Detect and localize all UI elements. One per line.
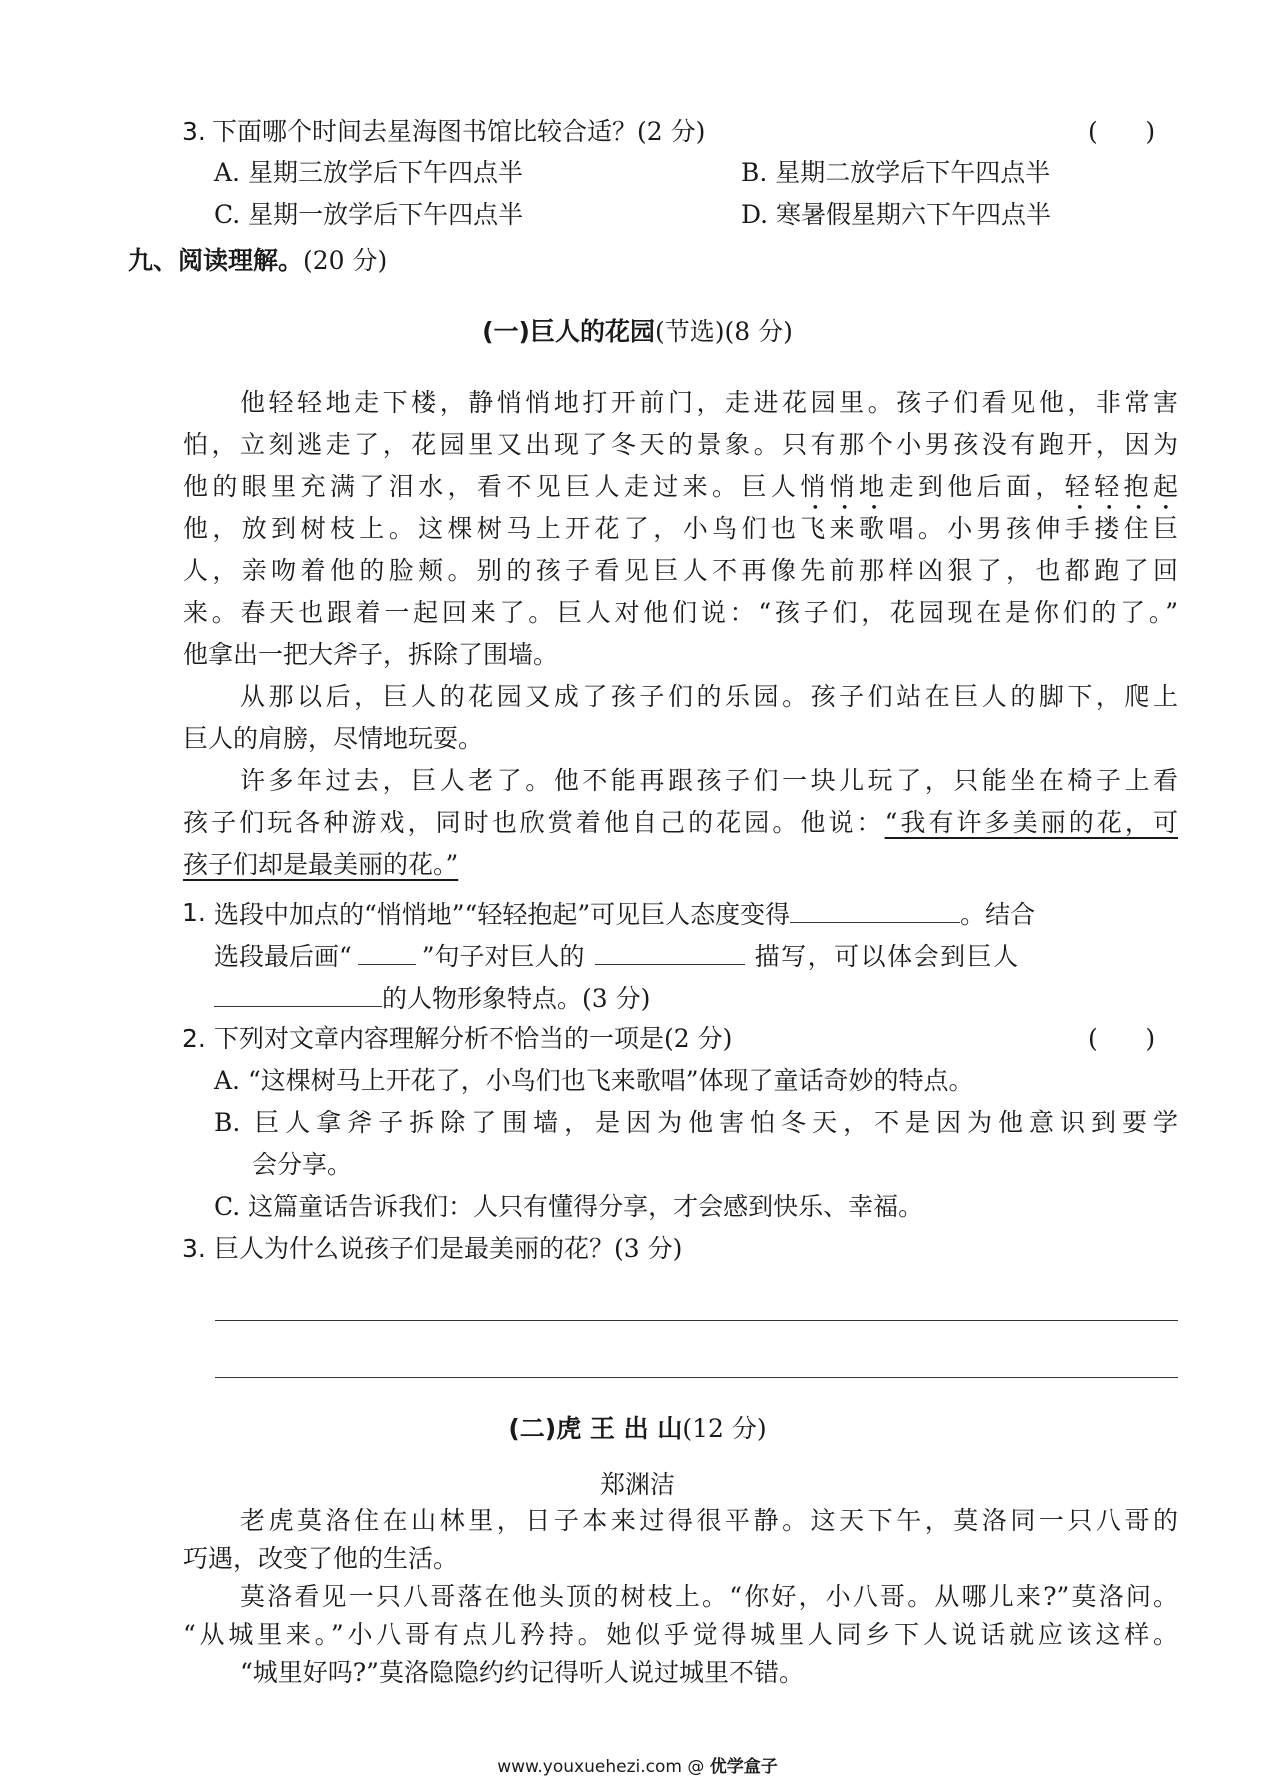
q3-option-d: D. 寒暑假星期六下午四点半 <box>741 200 1052 229</box>
passage1-text: 孩子们玩各种游戏，同时也欣赏着他自己的花园。他说： <box>183 808 885 837</box>
footer-brand: 优学盒子 <box>709 1757 778 1777</box>
passage1-line: 巨人的肩膀，尽情地玩耍。 <box>183 724 484 753</box>
underlined-sentence: “我有许多美丽的花，可 <box>884 808 1178 837</box>
passage2-line: 莫洛看见一只八哥落在他头顶的树枝上。“你好，小八哥。从哪儿来?”莫洛问。 <box>240 1582 1178 1611</box>
passage2-title-line <box>0 1412 1275 1446</box>
passage2-author: 郑渊洁 <box>599 1470 675 1499</box>
passage1-line-underlined <box>183 806 1178 840</box>
passage1-line: 许多年过去，巨人老了。他不能再跟孩子们一块儿玩了，只能坐在椅子上看 <box>240 766 1178 795</box>
p1q1-line3 <box>214 980 650 1016</box>
q3-answer-paren[interactable]: ( ) <box>1088 117 1156 146</box>
footer-url[interactable]: www.youxuehezi.com <box>497 1757 682 1777</box>
passage2-score: (12 分) <box>682 1414 767 1443</box>
section9-heading <box>128 244 387 278</box>
passage1-line-underlined-end <box>183 848 458 882</box>
passage1-title: (一)巨人的花园 <box>482 317 655 346</box>
p1q1-blank-description[interactable] <box>595 938 745 965</box>
passage2-line: “从城里来。”小八哥有点儿矜持。她似乎觉得城里人同乡下人说话就应该这样。 <box>183 1620 1178 1649</box>
p1q1-text: 的人物形象特点。(3 分) <box>382 984 651 1013</box>
q3-option-c: C. 星期一放学后下午四点半 <box>214 200 524 229</box>
p1q1-text: 描写，可以体会到巨人 <box>754 942 1020 971</box>
passage1-line: 来。春天也跟着一起回来了。巨人对他们说：“孩子们，花园现在是你们的了。” <box>183 598 1178 627</box>
footer-watermark <box>0 1755 1275 1779</box>
p1q1-text: ”句子对巨人的 <box>421 942 585 971</box>
passage1-line-dotted <box>183 470 1178 516</box>
section9-score: (20 分) <box>303 246 388 275</box>
p1q2-answer-paren[interactable]: ( ) <box>1088 1024 1156 1053</box>
passage1-subtitle: (节选) <box>654 317 725 346</box>
answer-line-2[interactable] <box>215 1377 1178 1378</box>
p1q1-number: 1. <box>182 898 206 927</box>
passage2-line: “城里好吗?”莫洛隐隐约约记得听人说过城里不错。 <box>240 1658 804 1687</box>
q3-option-a: A. 星期三放学后下午四点半 <box>214 158 523 187</box>
underlined-sentence-end: 孩子们却是最美丽的花。” <box>183 850 459 879</box>
passage1-line: 他拿出一把大斧子，拆除了围墙。 <box>183 640 559 669</box>
p1q3-text: 巨人为什么说孩子们是最美丽的花？(3 分) <box>214 1234 683 1263</box>
p1q1-text: 选段中加点的“悄悄地”“轻轻抱起”可见巨人态度变得 <box>214 900 791 929</box>
passage1-score: (8 分) <box>724 317 793 346</box>
q3-text: 下面哪个时间去星海图书馆比较合适？(2 分) <box>212 117 706 146</box>
p1q2-option-a: A. “这棵树马上开花了，小鸟们也飞来歌唱”体现了童话奇妙的特点。 <box>214 1066 974 1095</box>
p1q1-blank-attitude[interactable] <box>790 896 960 923</box>
p1q2-number: 2. <box>182 1024 206 1053</box>
passage1-line: 人，亲吻着他的脸颊。别的孩子看见巨人不再像先前那样凶狠了，也都跑了回 <box>183 556 1178 585</box>
passage1-text: 他的眼里充满了泪水，看不见巨人走过来。巨人 <box>183 472 801 501</box>
passage1-title-line <box>0 315 1275 349</box>
section9-title: 九、阅读理解。 <box>128 246 304 275</box>
p1q2-option-b-cont: 会分享。 <box>252 1150 353 1179</box>
passage2-line: 老虎莫洛住在山林里，日子本来过得很平静。这天下午，莫洛同一只八哥的 <box>240 1506 1178 1535</box>
p1q2-text: 下列对文章内容理解分析不恰当的一项是(2 分) <box>214 1024 733 1053</box>
p1q2-option-b: B. 巨人拿斧子拆除了围墙，是因为他害怕冬天，不是因为他意识到要学 <box>214 1108 1178 1137</box>
answer-line-1[interactable] <box>215 1320 1178 1321</box>
q3-number: 3. <box>182 117 206 146</box>
p1q1-line1 <box>214 896 1035 932</box>
passage1-text: 走到他后面， <box>888 472 1065 501</box>
dotted-word-qiaoqiaodi: 悄悄地 <box>800 472 889 501</box>
p1q3-number: 3. <box>182 1234 206 1263</box>
passage1-line: 怕，立刻逃走了，花园里又出现了冬天的景象。只有那个小男孩没有跑开，因为 <box>183 430 1178 459</box>
p1q1-blank-line-type[interactable] <box>358 938 416 965</box>
p1q1-line2 <box>214 938 1020 974</box>
passage2-line: 巧遇，改变了他的生活。 <box>183 1544 459 1573</box>
p1q2-option-c: C. 这篇童话告诉我们：人只有懂得分享，才会感到快乐、幸福。 <box>214 1192 924 1221</box>
q3-option-b: B. 星期二放学后下午四点半 <box>741 158 1051 187</box>
p1q1-text: 选段最后画“ <box>214 942 352 971</box>
p1q1-blank-image[interactable] <box>214 980 382 1007</box>
passage1-line: 他，放到树枝上。这棵树马上开花了，小鸟们也飞来歌唱。小男孩伸手搂住巨 <box>183 514 1178 543</box>
passage2-title: (二)虎 王 出 山 <box>508 1414 683 1443</box>
passage1-line: 他轻轻地走下楼，静悄悄地打开前门，走进花园里。孩子们看见他，非常害 <box>240 388 1178 417</box>
p1q1-text: 。结合 <box>960 900 1036 929</box>
footer-separator: @ <box>681 1757 710 1777</box>
passage1-line: 从那以后，巨人的花园又成了孩子们的乐园。孩子们站在巨人的脚下，爬上 <box>240 682 1178 711</box>
dotted-word-qingqingbaoqi: 轻轻抱起 <box>1064 472 1178 501</box>
